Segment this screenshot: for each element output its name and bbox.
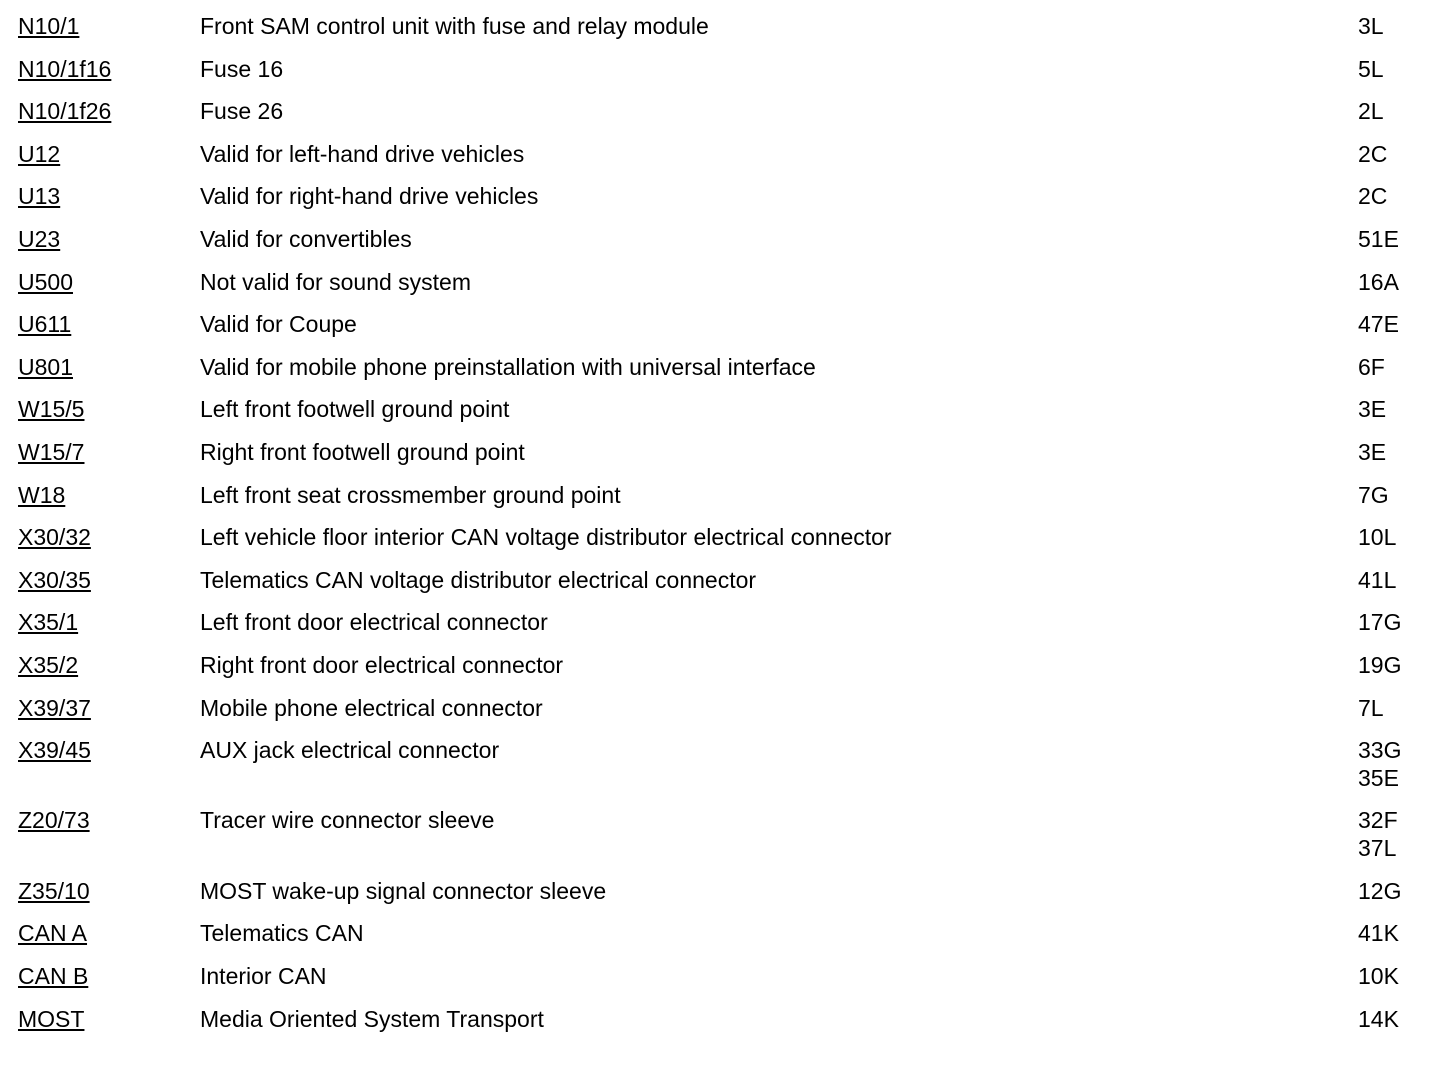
component-code-link[interactable]: X35/2 (18, 651, 79, 678)
component-description: Valid for Coupe (200, 311, 357, 338)
table-row (18, 310, 1438, 353)
table-row (18, 608, 1438, 651)
grid-location-value: 2L (1358, 98, 1384, 125)
grid-location-value: 5L (1358, 55, 1384, 82)
grid-location (1358, 268, 1438, 296)
grid-location-value: 6F (1358, 353, 1385, 380)
table-row (18, 736, 1438, 806)
component-code-link[interactable]: U23 (18, 225, 61, 252)
grid-location (1358, 566, 1438, 594)
component-code-link[interactable]: Z35/10 (18, 877, 90, 904)
grid-location (1358, 919, 1438, 947)
component-description: Valid for left-hand drive vehicles (200, 140, 525, 167)
grid-location-value: 7L (1358, 694, 1384, 721)
grid-location (1358, 523, 1438, 551)
component-code-link[interactable]: MOST (18, 1005, 85, 1032)
grid-location-value: 10K (1358, 963, 1399, 990)
grid-location (1358, 12, 1438, 40)
grid-location (1358, 694, 1438, 722)
component-code-link[interactable]: U12 (18, 140, 61, 167)
grid-location-value: 3E (1358, 438, 1387, 465)
table-row (18, 353, 1438, 396)
component-code-link[interactable]: U500 (18, 268, 73, 295)
component-description: Telematics CAN voltage distributor electrical connector (200, 566, 757, 593)
grid-location (1358, 353, 1438, 381)
component-legend-table (18, 12, 1438, 1047)
grid-location (1358, 395, 1438, 423)
component-description: Tracer wire connector sleeve (200, 807, 495, 834)
grid-location (1358, 481, 1438, 509)
grid-location (1358, 438, 1438, 466)
grid-location-value: 7G (1358, 481, 1389, 508)
grid-location (1358, 608, 1438, 636)
component-code-link[interactable]: U13 (18, 183, 61, 210)
grid-location (1358, 877, 1438, 905)
component-description: Valid for convertibles (200, 225, 412, 252)
component-description: Mobile phone electrical connector (200, 694, 543, 721)
grid-location (1358, 140, 1438, 168)
table-row (18, 225, 1438, 268)
component-description: Right front door electrical connector (200, 651, 564, 678)
grid-location (1358, 736, 1438, 792)
component-code-link[interactable]: N10/1f16 (18, 55, 112, 82)
table-row (18, 919, 1438, 962)
table-row (18, 438, 1438, 481)
component-description: Telematics CAN (200, 920, 364, 947)
grid-location (1358, 806, 1438, 862)
grid-location-value: 10L (1358, 524, 1397, 551)
grid-location (1358, 182, 1438, 210)
grid-location-value: 37L (1358, 835, 1397, 862)
grid-location-value: 2C (1358, 183, 1388, 210)
grid-location-value: 35E (1358, 765, 1399, 792)
component-description: Fuse 26 (200, 98, 284, 125)
component-code-link[interactable]: X39/45 (18, 737, 91, 764)
component-code-link[interactable]: X30/35 (18, 566, 91, 593)
grid-location-value: 33G (1358, 737, 1402, 764)
grid-location-value: 16A (1358, 268, 1399, 295)
component-description: Valid for mobile phone preinstallation with universal interface (200, 353, 816, 380)
grid-location-value: 17G (1358, 609, 1402, 636)
component-code-link[interactable]: CAN A (18, 920, 88, 947)
component-code-link[interactable]: U611 (18, 311, 72, 338)
grid-location-value: 41K (1358, 920, 1399, 947)
grid-location-value: 19G (1358, 651, 1402, 678)
grid-location-value: 47E (1358, 311, 1399, 338)
component-code-link[interactable]: X30/32 (18, 524, 91, 551)
table-row (18, 55, 1438, 98)
component-code-link[interactable]: N10/1 (18, 13, 80, 39)
table-row (18, 1005, 1438, 1048)
component-code-link[interactable]: W18 (18, 481, 66, 508)
component-description: Left vehicle floor interior CAN voltage distributor electrical connector (200, 524, 892, 551)
grid-location-value: 3E (1358, 396, 1387, 423)
table-row (18, 877, 1438, 920)
table-row (18, 566, 1438, 609)
grid-location-value: 41L (1358, 566, 1397, 593)
grid-location-value: 3L (1358, 13, 1384, 39)
component-code-link[interactable]: U801 (18, 353, 73, 380)
grid-location-value: 12G (1358, 877, 1402, 904)
grid-location-value: 32F (1358, 807, 1398, 834)
component-description: Not valid for sound system (200, 268, 472, 295)
grid-location (1358, 962, 1438, 990)
grid-location (1358, 1005, 1438, 1033)
component-description: Left front door electrical connector (200, 609, 548, 636)
component-code-link[interactable]: N10/1f26 (18, 98, 112, 125)
grid-location (1358, 97, 1438, 125)
table-row (18, 806, 1438, 876)
component-code-link[interactable]: W15/5 (18, 396, 85, 423)
table-row (18, 140, 1438, 183)
table-row (18, 523, 1438, 566)
table-row (18, 694, 1438, 737)
component-description: AUX jack electrical connector (200, 737, 500, 764)
component-description: Fuse 16 (200, 55, 284, 82)
component-description: Valid for right-hand drive vehicles (200, 183, 539, 210)
grid-location (1358, 651, 1438, 679)
table-row (18, 962, 1438, 1005)
grid-location (1358, 225, 1438, 253)
component-code-link[interactable]: X39/37 (18, 694, 91, 721)
table-row (18, 268, 1438, 311)
table-row (18, 97, 1438, 140)
grid-location (1358, 55, 1438, 83)
grid-location-value: 2C (1358, 140, 1388, 167)
component-code-link[interactable]: CAN B (18, 963, 89, 990)
table-row (18, 481, 1438, 524)
component-description: Left front footwell ground point (200, 396, 510, 423)
component-description: Left front seat crossmember ground point (200, 481, 621, 508)
table-row (18, 651, 1438, 694)
table-row (18, 395, 1438, 438)
component-description: Media Oriented System Transport (200, 1005, 544, 1032)
component-description: Front SAM control unit with fuse and relay module (200, 13, 709, 39)
component-code-link[interactable]: X35/1 (18, 609, 79, 636)
table-row (18, 182, 1438, 225)
component-description: Right front footwell ground point (200, 438, 525, 465)
grid-location-value: 14K (1358, 1005, 1399, 1032)
component-description: Interior CAN (200, 963, 327, 990)
table-row (18, 12, 1438, 55)
grid-location (1358, 310, 1438, 338)
grid-location-value: 51E (1358, 225, 1399, 252)
component-code-link[interactable]: W15/7 (18, 438, 85, 465)
component-description: MOST wake-up signal connector sleeve (200, 877, 607, 904)
component-code-link[interactable]: Z20/73 (18, 807, 90, 834)
